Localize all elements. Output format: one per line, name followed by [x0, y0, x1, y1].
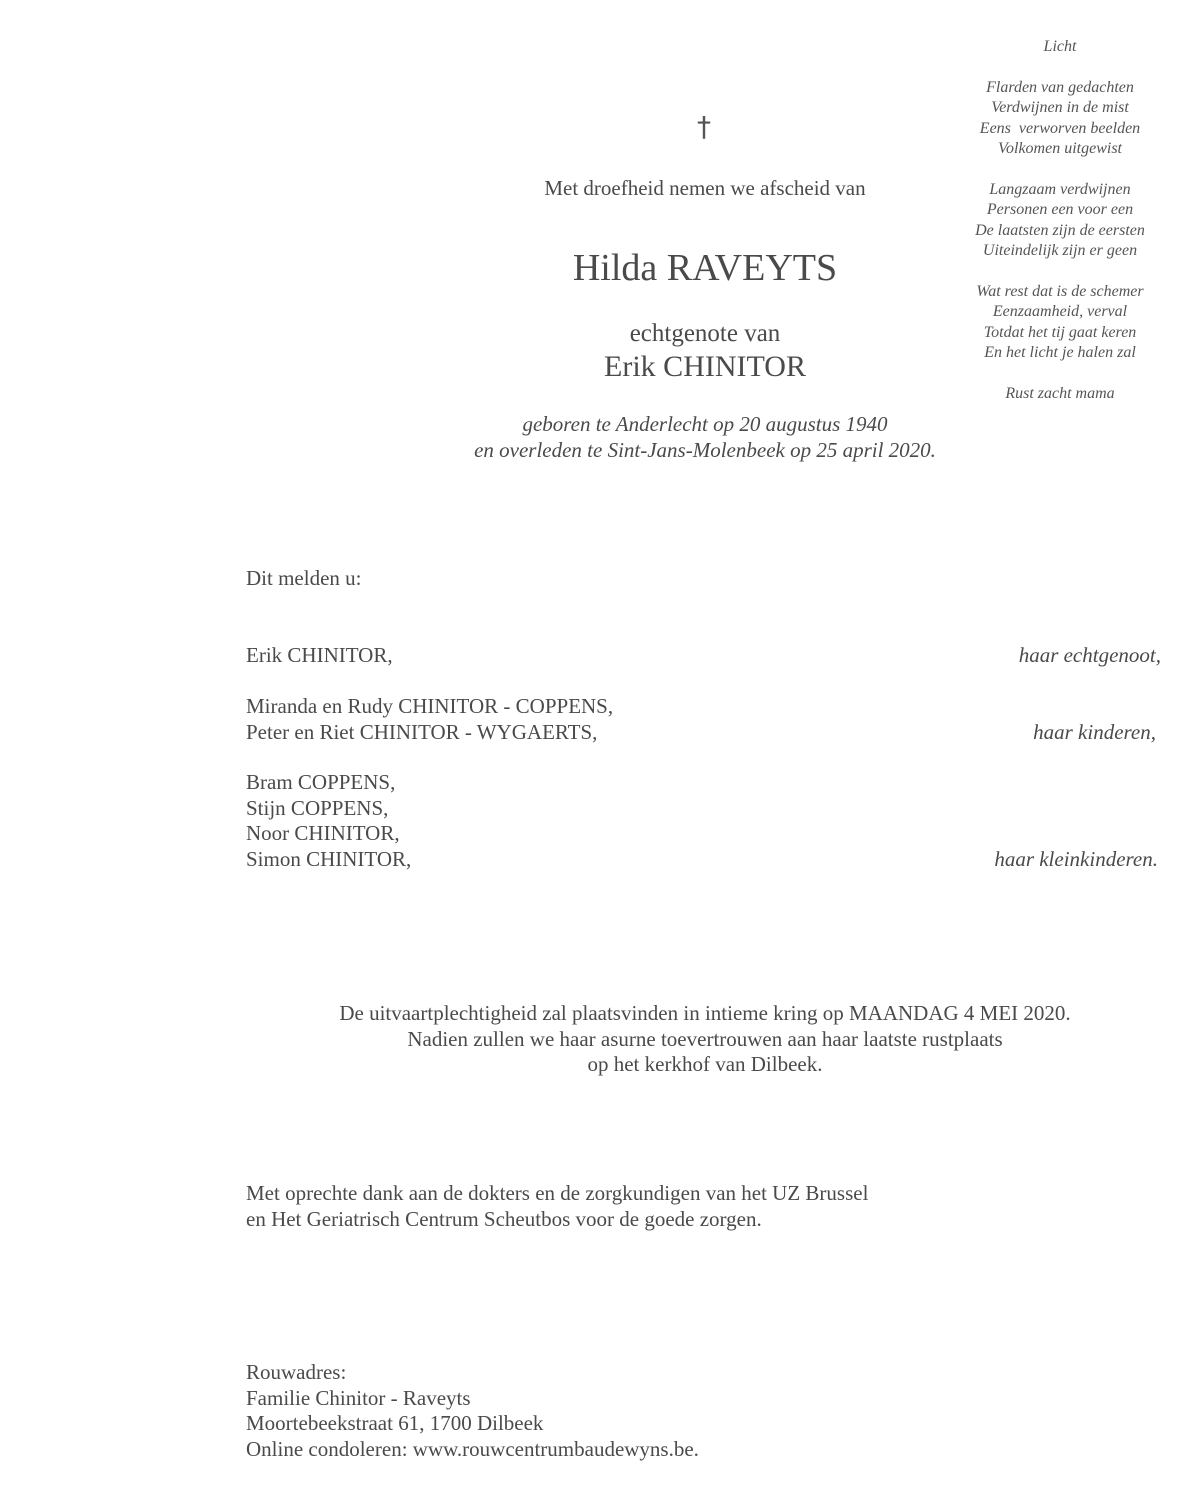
birth-line: geboren te Anderlecht op 20 augustus 1940	[522, 412, 888, 436]
poem-line: Verdwijnen in de mist	[991, 99, 1129, 116]
poem-closing: Rust zacht mama	[1005, 384, 1115, 402]
family-row	[246, 694, 1161, 720]
mourning-address	[246, 1360, 1146, 1462]
poem-title: Licht	[1043, 38, 1077, 55]
poem	[940, 37, 1180, 404]
family-row	[246, 643, 1161, 669]
cross-icon: †	[697, 110, 711, 143]
poem-line: Totdat het tij gaat keren	[983, 323, 1137, 341]
family-relation: haar kleinkinderen.	[994, 846, 1158, 871]
address-family: Familie Chinitor - Raveyts	[246, 1385, 471, 1410]
poem-stanza-1	[940, 78, 1180, 160]
family-relation: haar kinderen,	[1033, 719, 1156, 744]
poem-line: Uiteindelijk zijn er geen	[982, 242, 1138, 259]
thanks-text	[246, 1181, 1146, 1232]
family-name: Noor CHINITOR,	[246, 821, 400, 845]
funeral-info	[205, 1001, 1181, 1078]
announce-text: Dit melden u:	[246, 566, 362, 590]
family-name: Peter en Riet CHINITOR - WYGAERTS,	[246, 719, 598, 744]
spouse-name: Erik CHINITOR	[604, 350, 806, 383]
family-grandchildren	[246, 770, 1161, 872]
poem-line: Wat rest dat is de schemer	[976, 282, 1144, 300]
family-children	[246, 694, 1161, 745]
family-name: Bram COPPENS,	[246, 770, 396, 794]
family-row	[246, 847, 1161, 873]
family-name: Stijn COPPENS,	[246, 795, 389, 820]
intro-text: Met droefheid nemen we afscheid van	[544, 176, 866, 200]
spouse-intro: echtgenote van	[629, 320, 781, 347]
poem-line: Eens verworven beelden	[979, 119, 1141, 137]
thanks-line: Met oprechte dank aan de dokters en de zorgkundigen van het UZ Brussel	[246, 1181, 869, 1205]
poem-line: Volkomen uitgewist	[998, 140, 1122, 157]
poem-line: De laatsten zijn de eersten	[975, 221, 1145, 239]
family-name: Erik CHINITOR,	[246, 643, 393, 667]
family-row	[246, 770, 1161, 796]
family-row	[246, 796, 1161, 822]
address-street: Moortebeekstraat 61, 1700 Dilbeek	[246, 1411, 544, 1435]
condolence-link[interactable]: Online condoleren: www.rouwcentrumbaudewyns.be.	[246, 1436, 699, 1461]
family-relation: haar echtgenoot,	[1018, 643, 1161, 667]
funeral-line: Nadien zullen we haar asurne toevertrouwen aan haar laatste rustplaats	[407, 1026, 1003, 1051]
poem-line: Personen een voor een	[986, 201, 1134, 218]
family-name: Simon CHINITOR,	[246, 846, 412, 871]
thanks-line: en Het Geriatrisch Centrum Scheutbos voor de goede zorgen.	[246, 1206, 762, 1231]
deceased-name: Hilda RAVEYTS	[572, 247, 838, 289]
poem-line: Flarden van gedachten	[986, 78, 1134, 96]
death-line: en overleden te Sint-Jans-Molenbeek op 25 april 2020.	[474, 438, 936, 462]
poem-line: Eenzaamheid, verval	[992, 303, 1128, 320]
funeral-line: De uitvaartplechtigheid zal plaatsvinden in intieme kring op MAANDAG 4 MEI 2020.	[339, 1001, 1071, 1025]
poem-line: En het licht je halen zal	[984, 344, 1136, 361]
family-name: Miranda en Rudy CHINITOR - COPPENS,	[246, 694, 614, 718]
family-row	[246, 821, 1161, 847]
birth-death-info	[355, 411, 1055, 463]
family-spouse	[246, 643, 1161, 669]
address-label: Rouwadres:	[246, 1360, 347, 1384]
poem-line: Langzaam verdwijnen	[989, 180, 1131, 198]
family-row	[246, 720, 1161, 746]
funeral-line: op het kerkhof van Dilbeek.	[587, 1052, 823, 1076]
